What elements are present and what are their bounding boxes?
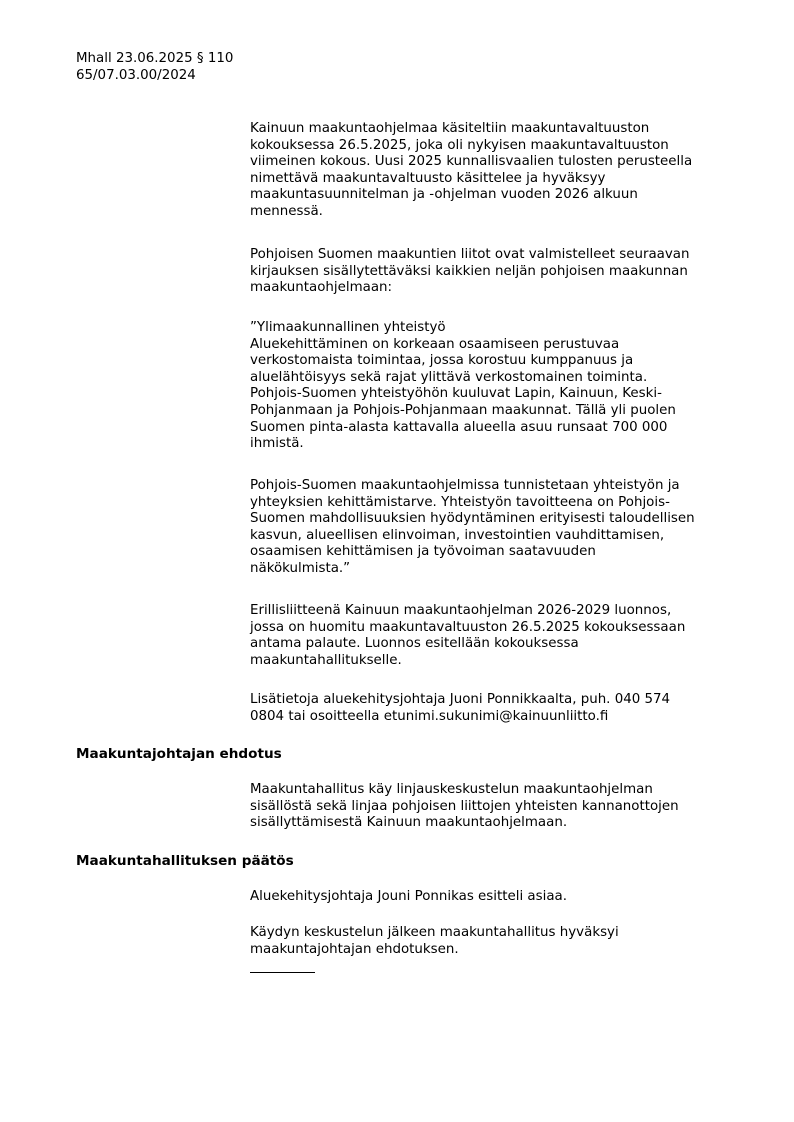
decision-paragraph-1 [250, 889, 750, 906]
text-line: kasvun, alueellisen elinvoiman, investointien vauhdittamisen, [250, 527, 665, 543]
text-line: aluelähtöisyys sekä rajat ylittävä verkostomainen toiminta. [250, 369, 648, 385]
text-line: verkostomaista toimintaa, jossa korostuu kumppanuus ja [250, 353, 634, 369]
text-line: osaamisen kehittämisen ja työvoiman saatavuuden [250, 544, 596, 560]
text-line: mennessä. [250, 203, 323, 219]
text-line: Pohjois-Suomen maakuntaohjelmissa tunnistetaan yhteistyön ja [250, 478, 680, 493]
decision-heading: Maakuntahallituksen päätös [76, 853, 294, 869]
text-line: viimeinen kokous. Uusi 2025 kunnallisvaalien tulosten perusteella [250, 154, 693, 170]
quoted-paragraph-2 [250, 478, 750, 578]
contact-paragraph [250, 692, 750, 725]
file-reference: 65/07.03.00/2024 [76, 67, 196, 83]
text-line: jossa on huomitu maakuntavaltuuston 26.5.2025 kokouksessaan [250, 619, 686, 635]
meeting-reference: Mhall 23.06.2025 § 110 [76, 51, 234, 66]
text-line: maakuntahallitukselle. [250, 652, 402, 668]
text-line: Suomen mahdollisuuksien hyödyntäminen erityisesti taloudellisen [250, 511, 695, 527]
text-line: yhteyksien kehittämistarve. Yhteistyön tavoitteena on Pohjois- [250, 494, 670, 510]
attachment-paragraph [250, 603, 750, 669]
text-line: maakuntajohtajan ehdotuksen. [250, 941, 459, 957]
text-line: Maakuntahallitus käy linjauskeskustelun maakuntaohjelman [250, 782, 653, 797]
text-line: Aluekehitysjohtaja Jouni Ponnikas esitteli asiaa. [250, 889, 567, 904]
text-line: Pohjoisen Suomen maakuntien liitot ovat valmistelleet seuraavan [250, 247, 690, 262]
text-line: sisällöstä sekä linjaa pohjoisen liittojen yhteisten kannanottojen [250, 798, 679, 814]
text-line: ihmistä. [250, 436, 304, 452]
text-line: Lisätietoja aluekehitysjohtaja Juoni Ponnikkaalta, puh. 040 574 [250, 692, 671, 707]
text-line: maakuntasuunnitelman ja -ohjelman vuoden 2026 alkuun [250, 187, 638, 203]
document-header [76, 51, 233, 84]
text-line: antama palaute. Luonnos esitellään kokouksessa [250, 636, 579, 652]
text-line: ”Ylimaakunnallinen yhteistyö [250, 320, 446, 335]
text-line: Kainuun maakuntaohjelmaa käsiteltiin maakuntavaltuuston [250, 121, 650, 136]
text-line: maakuntaohjelmaan: [250, 280, 393, 296]
quoted-paragraph-1 [250, 320, 750, 453]
text-line: kokouksessa 26.5.2025, joka oli nykyisen maakuntavaltuuston [250, 137, 669, 153]
end-rule [250, 972, 315, 973]
decision-paragraph-2 [250, 925, 750, 958]
text-line: Käydyn keskustelun jälkeen maakuntahallitus hyväksyi [250, 925, 619, 940]
text-line: Aluekehittäminen on korkeaan osaamiseen perustuvaa [250, 336, 620, 352]
text-line: Erillisliitteenä Kainuun maakuntaohjelman 2026-2029 luonnos, [250, 603, 672, 618]
text-line: sisällyttämisestä Kainuun maakuntaohjelmaan. [250, 815, 568, 831]
text-line: 0804 tai osoitteella etunimi.sukunimi@kainuunliitto.fi [250, 708, 609, 724]
proposal-heading: Maakuntajohtajan ehdotus [76, 746, 282, 762]
text-line: kirjauksen sisällytettäväksi kaikkien neljän pohjoisen maakunnan [250, 263, 688, 279]
text-line: Suomen pinta-alasta kattavalla alueella asuu runsaat 700 000 [250, 419, 668, 435]
text-line: nimettävä maakuntavaltuusto käsittelee ja hyväksyy [250, 170, 606, 186]
intro-paragraph-2 [250, 247, 750, 297]
text-line: Pohjanmaan ja Pohjois-Pohjanmaan maakunnat. Tällä yli puolen [250, 402, 676, 418]
proposal-paragraph [250, 782, 750, 832]
text-line: näkökulmista.” [250, 560, 351, 576]
text-line: Pohjois-Suomen yhteistyöhön kuuluvat Lapin, Kainuun, Keski- [250, 386, 662, 402]
intro-paragraph-1 [250, 121, 750, 221]
